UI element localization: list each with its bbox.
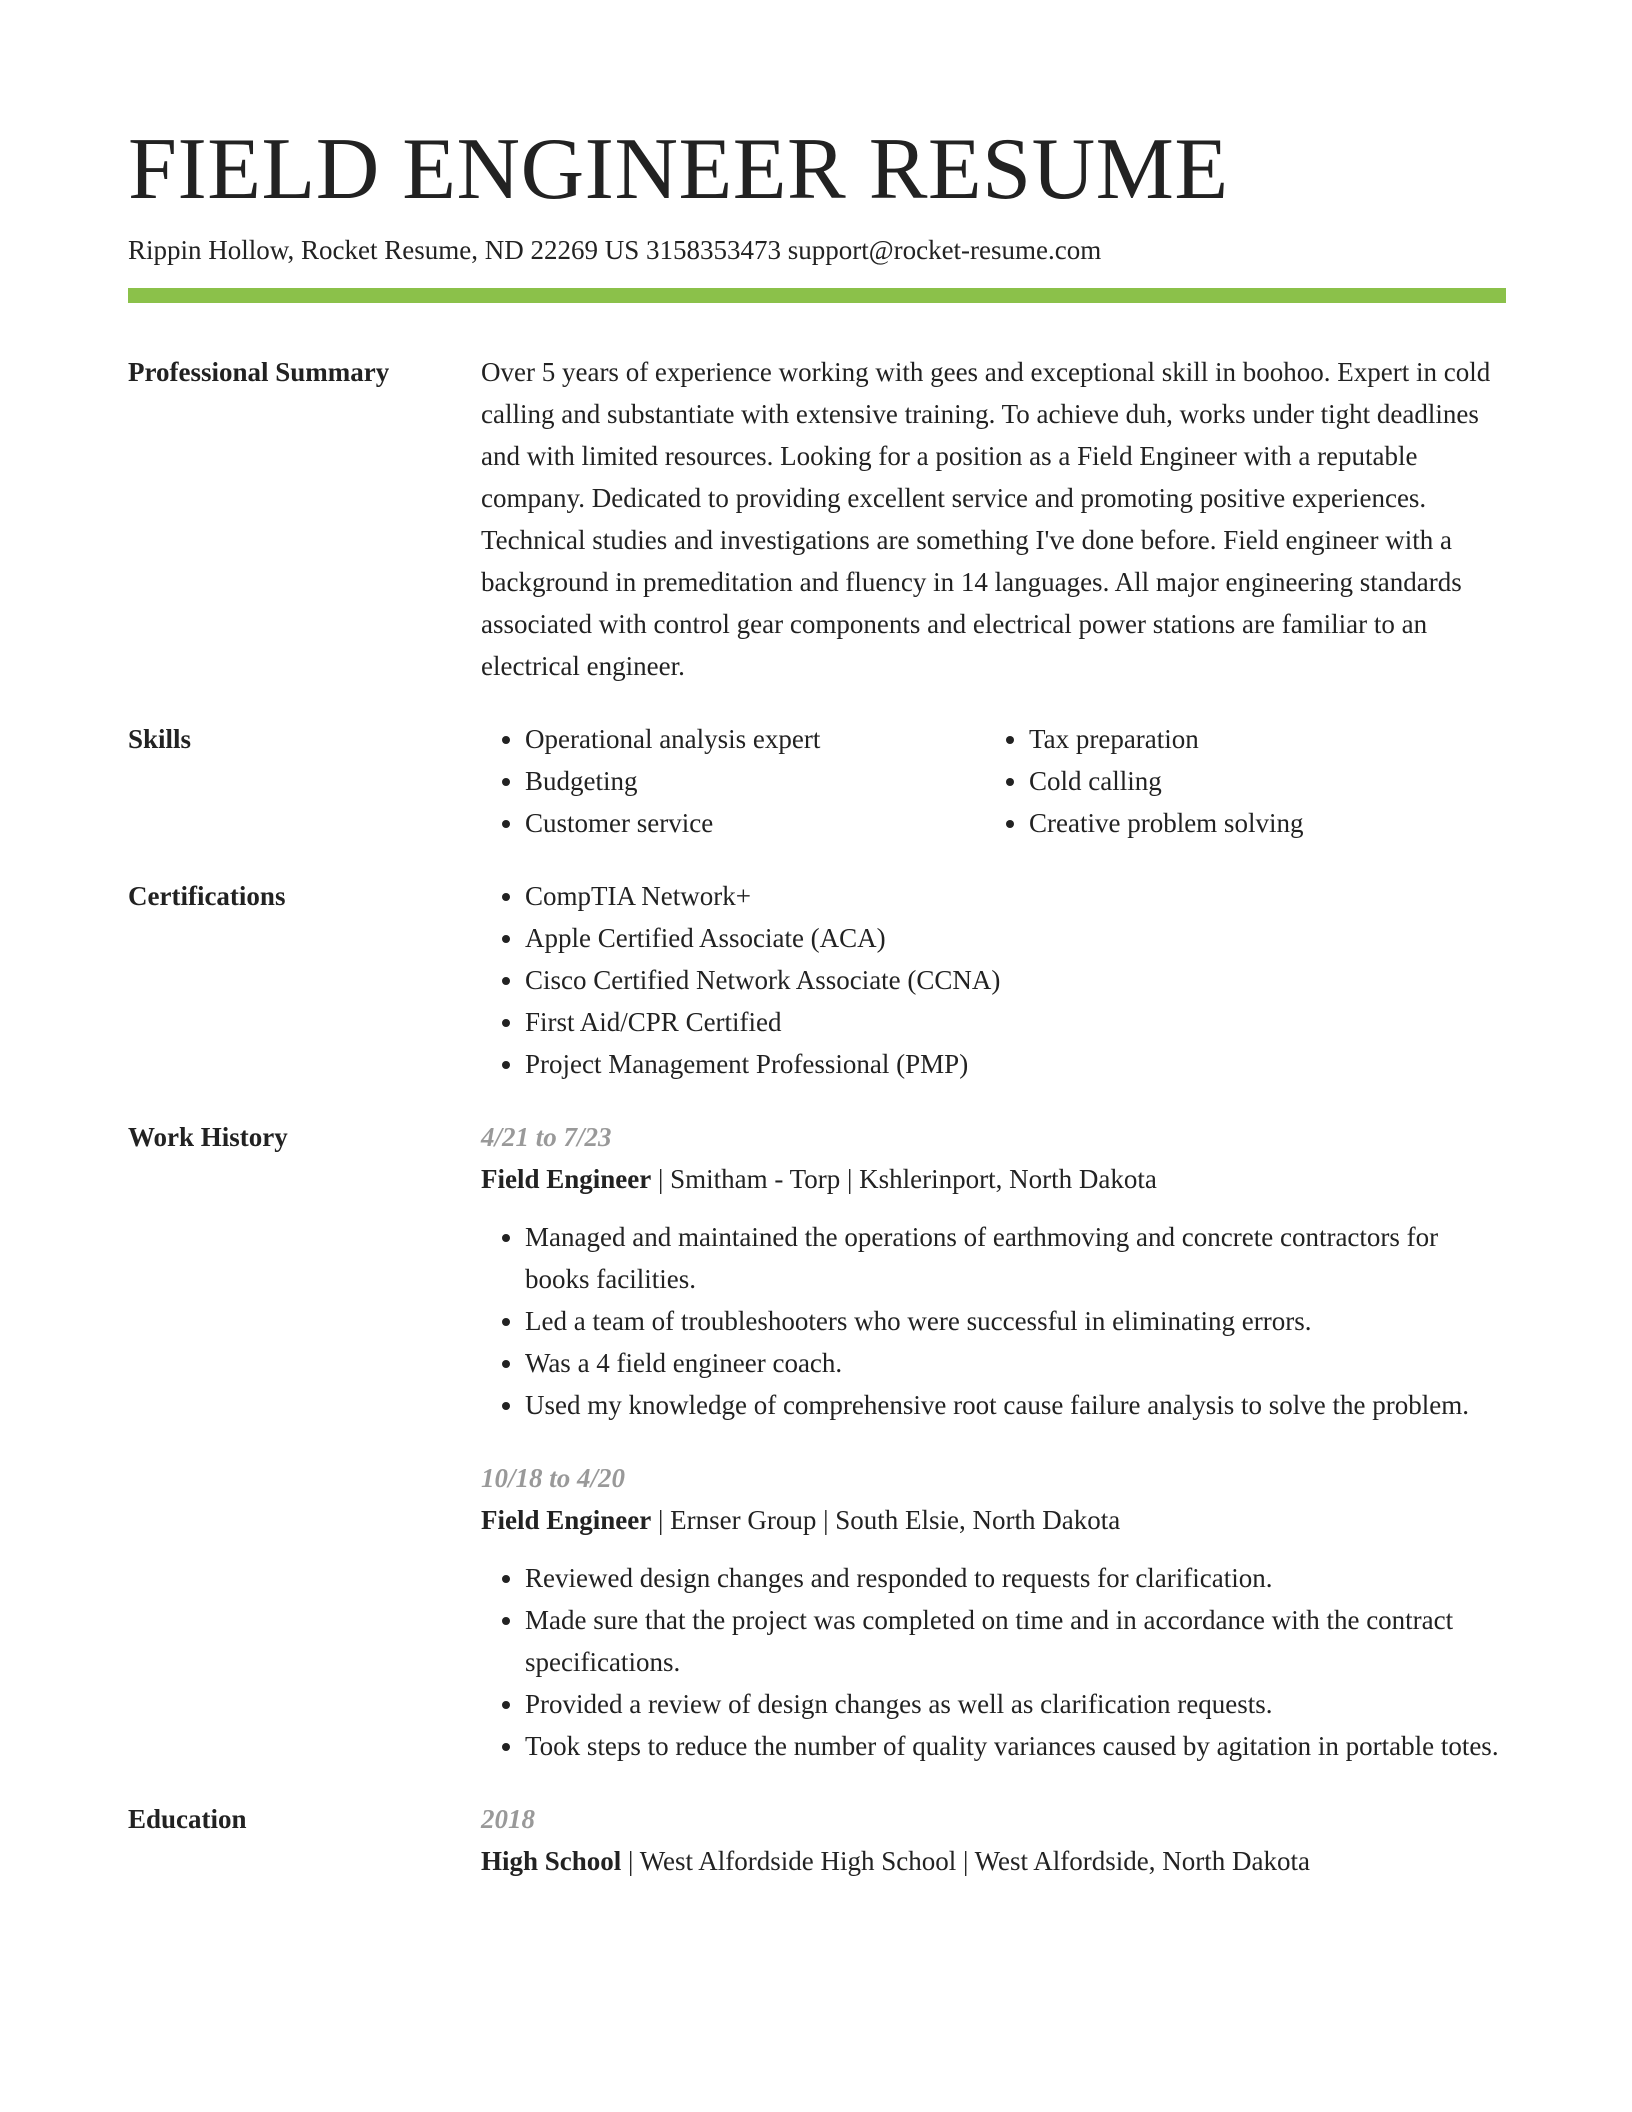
resume-page [128, 118, 1506, 1882]
work-history-label: Work History [128, 1122, 288, 1152]
list-item: • Operational analysis expert [525, 718, 985, 760]
work-history-section [128, 1116, 1506, 1767]
summary-text: Over 5 years of experience working with gees and exceptional skill in boohoo. Expert in cold calling and substantiate with extensive training. To achieve duh, works under tight deadlines and with limited resources. Looking for a position as a Field Engineer with a reputable company. Dedicated to providing excellent service and promoting positive experiences. Technical studies and investigations are something I've done before. Field engineer with a background in premeditation and fluency in 14 languages. All major engineering standards associated with control gear components and electrical power stations are familiar to an electrical engineer. [481, 357, 1491, 681]
list-item: • Tax preparation [1029, 718, 1529, 760]
list-item: • Budgeting [525, 760, 985, 802]
skills-list-col1 [481, 718, 985, 844]
job-entry [481, 1457, 1506, 1767]
list-item: • Cisco Certified Network Associate (CCNA) [525, 959, 1506, 1001]
certifications-list [481, 875, 1506, 1085]
job-details: | Ernser Group | South Elsie, North Dakota [651, 1505, 1121, 1535]
education-degree: High School [481, 1846, 622, 1876]
job-heading [481, 1158, 1506, 1200]
list-item: • Reviewed design changes and responded to requests for clarification. [525, 1557, 1506, 1599]
skills-section [128, 718, 1506, 844]
list-item: • Provided a review of design changes as well as clarification requests. [525, 1683, 1506, 1725]
list-item: • Led a team of troubleshooters who were successful in eliminating errors. [525, 1300, 1506, 1342]
accent-divider [128, 288, 1506, 303]
education-section [128, 1798, 1506, 1882]
certifications-section [128, 875, 1506, 1085]
list-item: • Cold calling [1029, 760, 1529, 802]
summary-label: Professional Summary [128, 357, 390, 387]
list-item: • Customer service [525, 802, 985, 844]
certifications-label: Certifications [128, 881, 286, 911]
job-title: Field Engineer [481, 1505, 652, 1535]
list-item: • Was a 4 field engineer coach. [525, 1342, 1506, 1384]
list-item: • CompTIA Network+ [525, 875, 1506, 917]
summary-section [128, 351, 1506, 687]
list-item: • Made sure that the project was completed on time and in accordance with the contract specifications. [525, 1599, 1506, 1683]
education-details: | West Alfordside High School | West Alfordside, North Dakota [621, 1846, 1310, 1876]
certifications-content [481, 875, 1506, 1085]
job-bullets [481, 1216, 1506, 1426]
list-item: • Used my knowledge of comprehensive root cause failure analysis to solve the problem. [525, 1384, 1506, 1426]
skills-list-col2 [985, 718, 1529, 844]
skills-label: Skills [128, 724, 192, 754]
job-dates: 10/18 to 4/20 [481, 1463, 626, 1493]
list-item: • Apple Certified Associate (ACA) [525, 917, 1506, 959]
list-item: • Took steps to reduce the number of quality variances caused by agitation in portable totes. [525, 1725, 1506, 1767]
job-details: | Smitham - Torp | Kshlerinport, North Dakota [651, 1164, 1157, 1194]
work-history-content [481, 1116, 1506, 1767]
job-bullets [481, 1557, 1506, 1767]
job-dates: 4/21 to 7/23 [481, 1122, 612, 1152]
list-item: • Creative problem solving [1029, 802, 1529, 844]
resume-title: FIELD ENGINEER RESUME [128, 121, 1229, 218]
education-year: 2018 [481, 1804, 535, 1834]
contact-info: Rippin Hollow, Rocket Resume, ND 22269 US 3158353473 support@rocket-resume.com [128, 235, 1102, 265]
education-content [481, 1798, 1506, 1882]
list-item: • Managed and maintained the operations of earthmoving and concrete contractors for books facilities. [525, 1216, 1506, 1300]
list-item: • First Aid/CPR Certified [525, 1001, 1506, 1043]
skills-content [481, 718, 1529, 844]
job-title: Field Engineer [481, 1164, 652, 1194]
education-label: Education [128, 1804, 247, 1834]
job-heading [481, 1499, 1506, 1541]
job-entry [481, 1116, 1506, 1426]
summary-content [481, 351, 1506, 687]
education-heading [481, 1840, 1506, 1882]
list-item: • Project Management Professional (PMP) [525, 1043, 1506, 1085]
